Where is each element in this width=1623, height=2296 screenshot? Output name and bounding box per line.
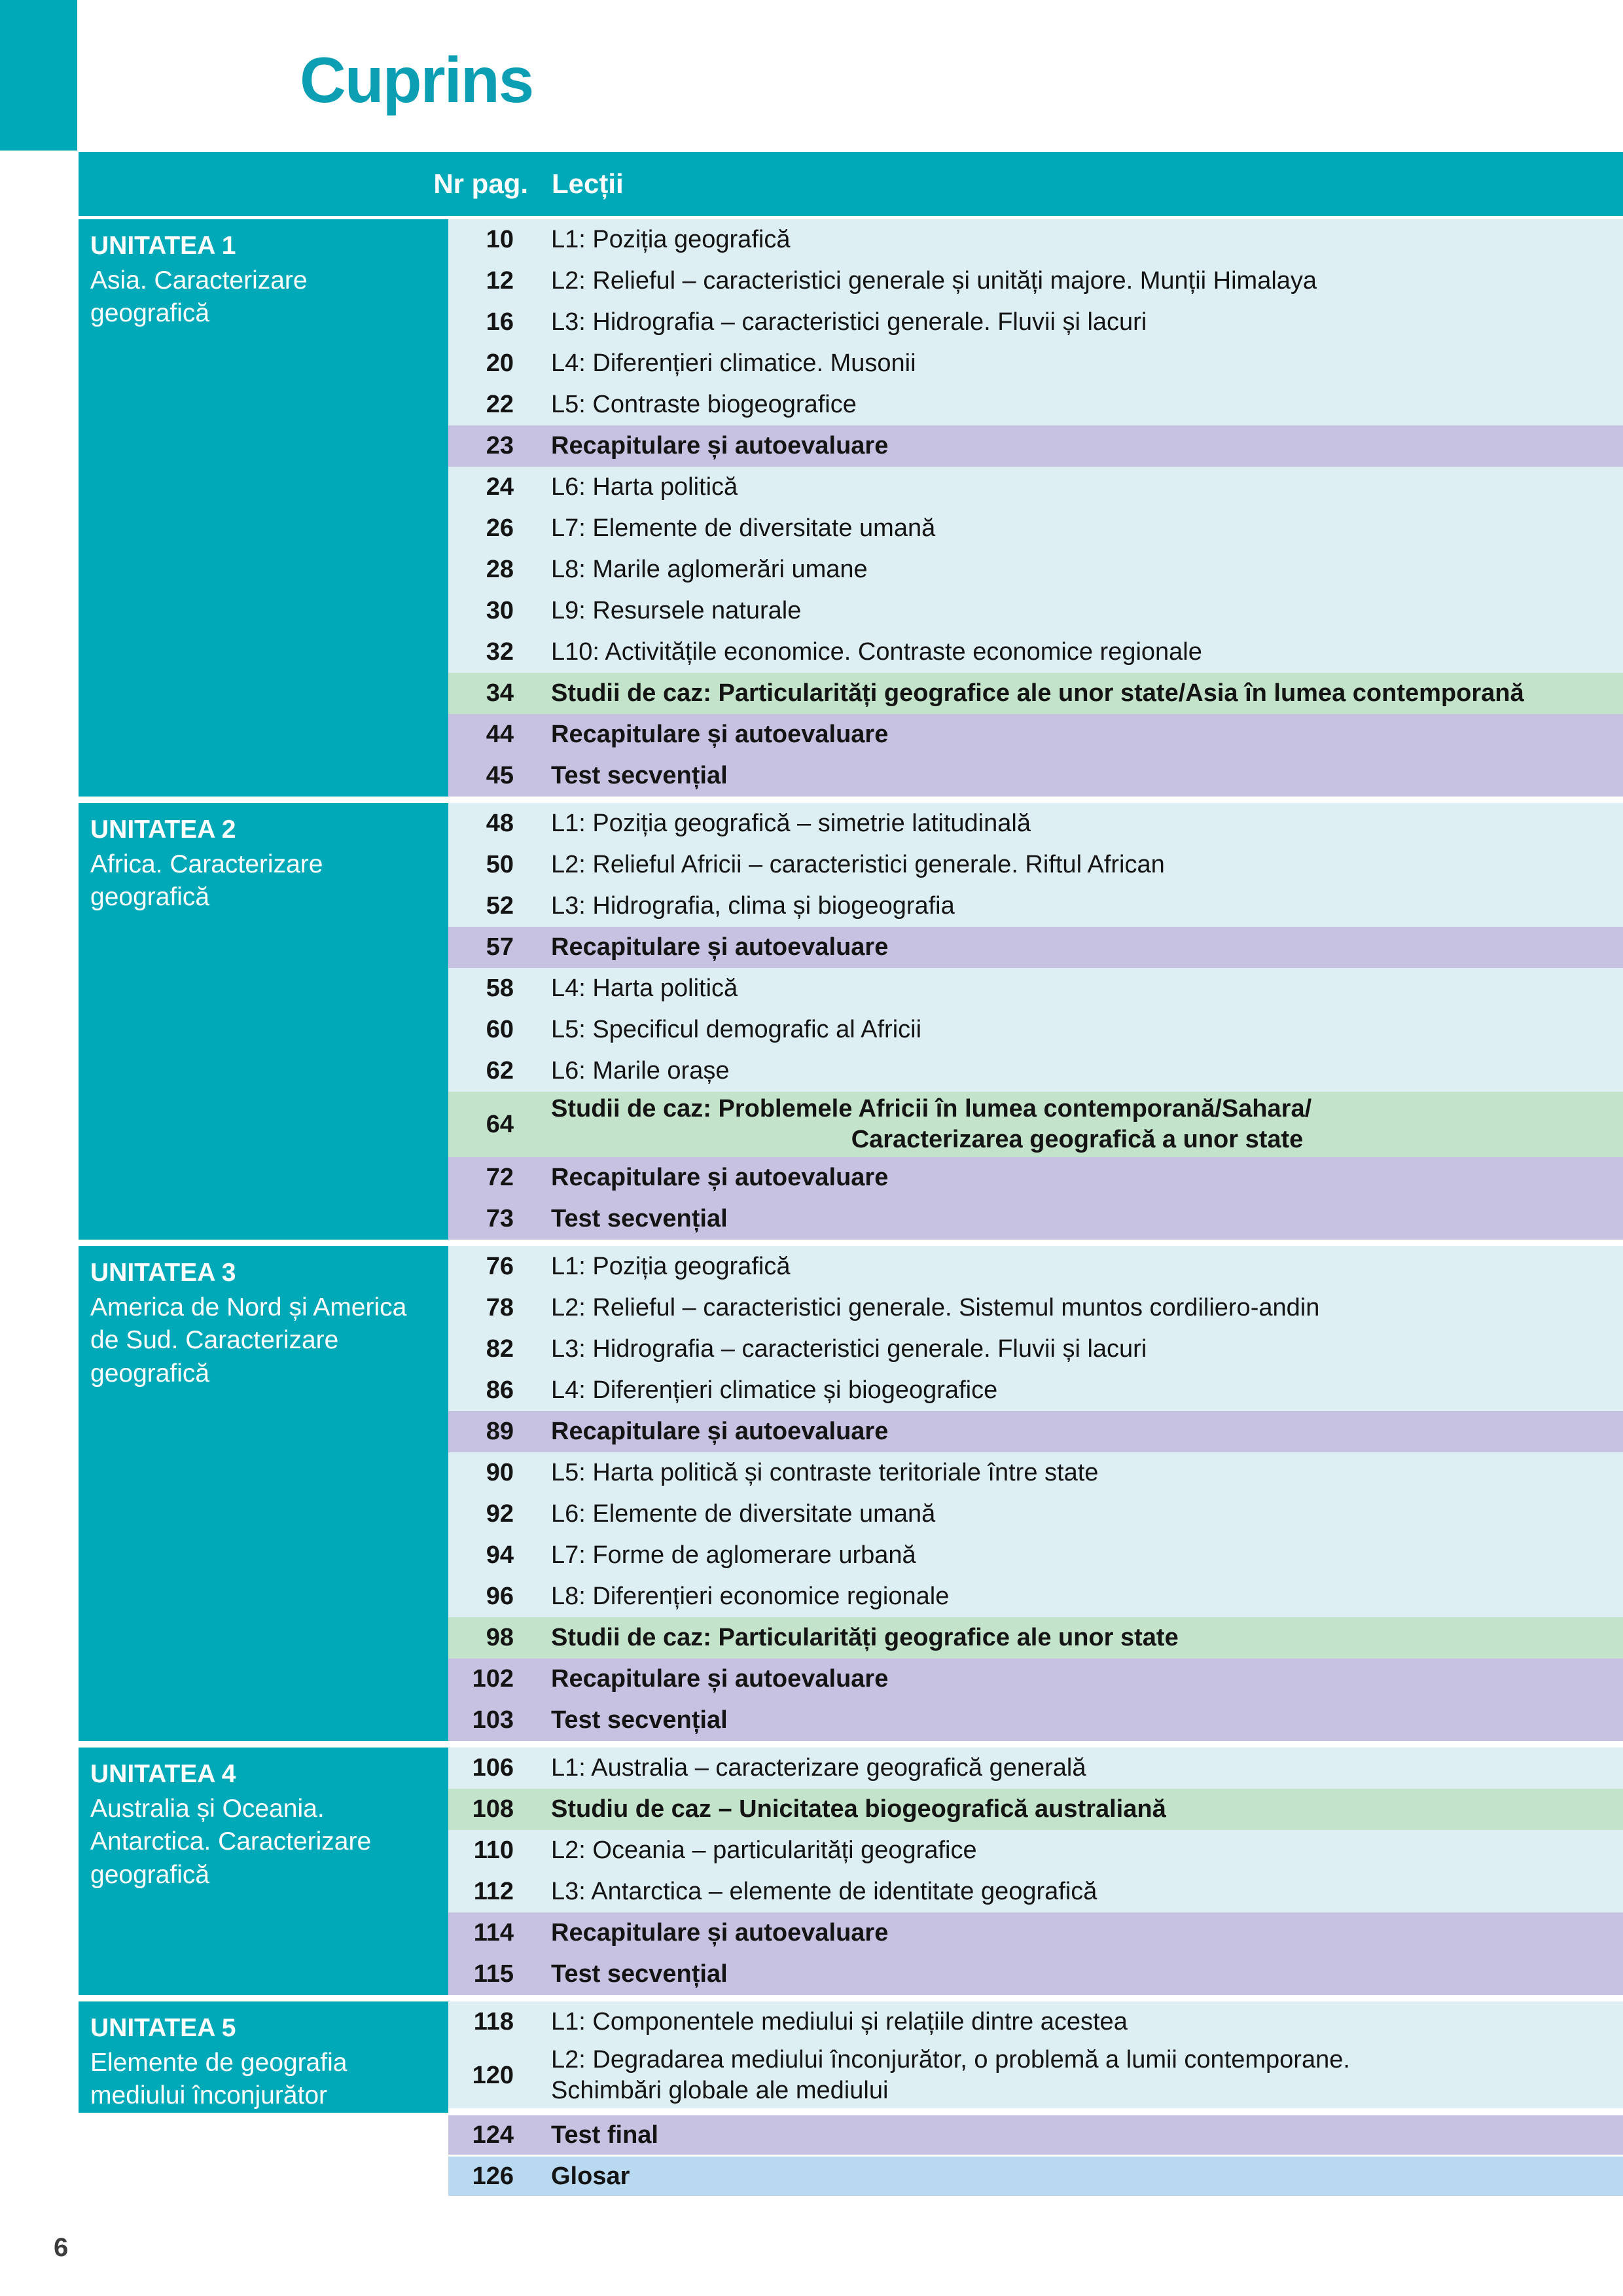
- page-number: 72: [486, 1164, 514, 1191]
- toc-row: [448, 844, 1623, 886]
- lesson-title-line: L1: Australia – caracterizare geografică generală: [551, 1754, 1086, 1782]
- lesson-title-line: L3: Hidrografia – caracteristici generale. Fluvii și lacuri: [551, 1335, 1147, 1363]
- unit-subtitle: America de Nord și America de Sud. Caracterizare geografică: [90, 1293, 407, 1388]
- lesson-title: [551, 224, 1623, 255]
- toc-row: [448, 2157, 1623, 2196]
- toc-row: [448, 1789, 1623, 1830]
- unit-label: [79, 1748, 448, 1995]
- page-number: 22: [486, 391, 514, 418]
- lesson-title: [551, 1664, 1623, 1695]
- lesson-title: [551, 1705, 1623, 1736]
- toc-row: [448, 1748, 1623, 1789]
- lesson-title: [551, 1794, 1623, 1825]
- lesson-title: [551, 2045, 1623, 2106]
- toc-row: [448, 803, 1623, 844]
- lesson-title-line: L2: Relieful – caracteristici generale. Sistemul muntos cordiliero-andin: [551, 1294, 1320, 1321]
- toc-row: [448, 302, 1623, 343]
- page-number: 78: [486, 1294, 514, 1321]
- unit-label: [79, 219, 448, 797]
- toc-row: [448, 968, 1623, 1009]
- lesson-title-line: Recapitulare și autoevaluare: [551, 1919, 889, 1946]
- unit-subtitle: Australia și Oceania. Antarctica. Caracterizare geografică: [90, 1794, 372, 1890]
- unit-label: [79, 1246, 448, 1741]
- page-number: 20: [486, 350, 514, 377]
- lesson-title-line: Schimbări globale ale mediului: [551, 2077, 889, 2104]
- page-number: 48: [486, 810, 514, 837]
- page-number: 106: [472, 1754, 514, 1782]
- page-number: 58: [486, 975, 514, 1002]
- lesson-title: [551, 1334, 1623, 1365]
- page-number: 110: [473, 1837, 514, 1864]
- lesson-title-line: Studiu de caz – Unicitatea biogeografică australiană: [551, 1795, 1166, 1823]
- unit-section: [79, 803, 1623, 1240]
- page-footer-number: 6: [54, 2233, 69, 2262]
- lesson-title: [551, 1416, 1623, 1447]
- lesson-title: [551, 431, 1623, 461]
- page-number: 108: [472, 1795, 514, 1823]
- unit-section: [79, 219, 1623, 797]
- lesson-title: [551, 1162, 1623, 1193]
- page-number: 32: [486, 638, 514, 666]
- lesson-title-line: L1: Poziția geografică: [551, 226, 791, 253]
- toc-row: [448, 755, 1623, 797]
- col-header-pages: Nr pag.: [433, 168, 528, 199]
- lesson-title: [551, 307, 1623, 338]
- lesson-title-line: Glosar: [551, 2162, 630, 2190]
- toc-row: [448, 1157, 1623, 1198]
- page-title: Cuprins: [300, 44, 533, 116]
- toc-row: [448, 2043, 1623, 2108]
- unit-subtitle: Elemente de geografia mediului înconjurător: [90, 2048, 348, 2110]
- lesson-title-line: Test secvențial: [551, 1960, 728, 1988]
- lesson-title: [551, 472, 1623, 503]
- toc-row: [448, 1329, 1623, 1370]
- unit-section: [79, 1748, 1623, 1995]
- page-number: 52: [486, 892, 514, 920]
- toc-row: [448, 2115, 1623, 2155]
- lesson-title-line: L1: Poziția geografică – simetrie latitudinală: [551, 810, 1031, 837]
- toc-row: [448, 260, 1623, 302]
- lesson-title-line: L6: Harta politică: [551, 473, 738, 501]
- top-left-accent: [0, 0, 77, 151]
- lesson-title-line: L4: Harta politică: [551, 975, 738, 1002]
- page-number: 57: [486, 933, 514, 961]
- lesson-title: [551, 1094, 1623, 1155]
- lesson-title: [551, 850, 1623, 880]
- page-number: 82: [486, 1335, 514, 1363]
- lesson-title-line: Test final: [551, 2121, 658, 2149]
- toc-row: [448, 1912, 1623, 1954]
- page-number: 92: [486, 1500, 514, 1528]
- page-number: 126: [472, 2162, 514, 2190]
- toc-row: [448, 1411, 1623, 1452]
- lesson-title: [551, 266, 1623, 296]
- page-number: 118: [473, 2008, 514, 2036]
- lesson-title-line: L3: Hidrografia, clima și biogeografia: [551, 892, 955, 920]
- toc-row: [448, 1494, 1623, 1535]
- lesson-title: [551, 1753, 1623, 1784]
- toc-row: [448, 384, 1623, 425]
- lesson-title-line: Recapitulare și autoevaluare: [551, 933, 889, 961]
- page-number: 12: [486, 267, 514, 295]
- toc-row: [448, 2001, 1623, 2043]
- lesson-title-line: Test secvențial: [551, 1706, 728, 1734]
- page-number: 76: [486, 1253, 514, 1280]
- lesson-title: [551, 2161, 1623, 2192]
- lesson-title: [551, 1293, 1623, 1323]
- toc-row: [448, 467, 1623, 508]
- lesson-title-line: L8: Marile aglomerări umane: [551, 556, 868, 583]
- unit-subtitle: Africa. Caracterizare geografică: [90, 850, 323, 912]
- lesson-title: [551, 1014, 1623, 1045]
- lesson-title-line: Recapitulare și autoevaluare: [551, 432, 889, 459]
- unit-title: UNITATEA 2: [90, 816, 236, 844]
- unit-title: UNITATEA 3: [90, 1259, 236, 1287]
- lesson-title-line: L7: Forme de aglomerare urbană: [551, 1541, 916, 1569]
- lesson-title-line: L10: Activitățile economice. Contraste economice regionale: [551, 638, 1202, 666]
- lesson-title: [551, 1835, 1623, 1866]
- lesson-title-line: L5: Harta politică și contraste teritoriale între state: [551, 1459, 1099, 1486]
- lesson-title: [551, 1458, 1623, 1488]
- lesson-title: [551, 1876, 1623, 1907]
- lesson-title-line: L1: Poziția geografică: [551, 1253, 791, 1280]
- lesson-title: [551, 1623, 1623, 1653]
- page-number: 124: [472, 2121, 514, 2149]
- lesson-title: [551, 1251, 1623, 1282]
- page-number: 34: [486, 679, 514, 707]
- toc-row: [448, 1050, 1623, 1092]
- toc-row: [448, 1659, 1623, 1700]
- lesson-title-line: Test secvențial: [551, 1205, 728, 1232]
- page-number: 114: [473, 1919, 514, 1946]
- lesson-title-line: Studii de caz: Particularități geografice ale unor state: [551, 1624, 1179, 1651]
- lesson-title-line: L2: Degradarea mediului înconjurător, o problemă a lumii contemporane.: [551, 2046, 1350, 2073]
- toc-row: [448, 886, 1623, 927]
- lesson-title-line: L3: Hidrografia – caracteristici generale. Fluvii și lacuri: [551, 308, 1147, 336]
- lesson-title-line: L9: Resursele naturale: [551, 597, 802, 624]
- lesson-title-line: Studii de caz: Problemele Africii în lumea contemporană/Sahara/: [551, 1095, 1312, 1122]
- page-number: 112: [473, 1878, 514, 1905]
- lesson-title: [551, 973, 1623, 1004]
- lesson-title-line: L2: Relieful – caracteristici generale și unități majore. Munții Himalaya: [551, 267, 1317, 295]
- toc-row: [448, 219, 1623, 260]
- lesson-title: [551, 1204, 1623, 1234]
- unit-label: [79, 2001, 448, 2113]
- toc-row: [448, 1452, 1623, 1494]
- page-number: 24: [486, 473, 514, 501]
- toc-row: [448, 1198, 1623, 1240]
- lesson-title: [551, 761, 1623, 791]
- toc-row: [448, 1370, 1623, 1411]
- toc-row: [448, 343, 1623, 384]
- unit-rows: [448, 2001, 1623, 2113]
- page-number: 120: [472, 2061, 514, 2089]
- lesson-title: [551, 637, 1623, 668]
- page-number: 98: [486, 1624, 514, 1651]
- lesson-title: [551, 348, 1623, 379]
- lesson-title-line: L5: Contraste biogeografice: [551, 391, 857, 418]
- toc-row: [448, 1871, 1623, 1912]
- page-number: 89: [486, 1418, 514, 1445]
- lesson-title-line: L2: Oceania – particularități geografice: [551, 1837, 977, 1864]
- lesson-title: [551, 2120, 1623, 2151]
- toc-row: [448, 1092, 1623, 1157]
- lesson-title: [551, 596, 1623, 626]
- table-header: [79, 152, 1623, 216]
- page-number: 86: [486, 1376, 514, 1404]
- page-number: 30: [486, 597, 514, 624]
- unit-subtitle: Asia. Caracterizare geografică: [90, 266, 308, 328]
- lesson-title: [551, 1581, 1623, 1612]
- page-number: 96: [486, 1583, 514, 1610]
- toc-row: [448, 714, 1623, 755]
- toc-row: [448, 590, 1623, 632]
- lesson-title: [551, 1540, 1623, 1571]
- toc-row: [448, 508, 1623, 549]
- page-number: 26: [486, 514, 514, 542]
- lesson-title: [551, 1959, 1623, 1990]
- lesson-title-line: Studii de caz: Particularități geografice ale unor state/Asia în lumea contemporană: [551, 679, 1524, 707]
- page-number: 62: [486, 1057, 514, 1085]
- lesson-title-line: Recapitulare și autoevaluare: [551, 1665, 889, 1693]
- toc-row: [448, 1954, 1623, 1995]
- page-number: 90: [486, 1459, 514, 1486]
- page-number: 10: [486, 226, 514, 253]
- lesson-title: [551, 389, 1623, 420]
- page-number: 103: [472, 1706, 514, 1734]
- unit-title: UNITATEA 5: [90, 2014, 236, 2042]
- lesson-title-line: L4: Diferențieri climatice și biogeografice: [551, 1376, 998, 1404]
- toc-row: [448, 1246, 1623, 1287]
- unit-title: UNITATEA 4: [90, 1760, 236, 1788]
- lesson-title: [551, 1499, 1623, 1530]
- toc-row: [448, 1287, 1623, 1329]
- lesson-title-line: Recapitulare și autoevaluare: [551, 1418, 889, 1445]
- lesson-title-line: L7: Elemente de diversitate umană: [551, 514, 936, 542]
- lesson-title-line: L6: Marile orașe: [551, 1057, 730, 1085]
- lesson-title: [551, 719, 1623, 750]
- lesson-title: [551, 891, 1623, 922]
- page-number: 73: [486, 1205, 514, 1232]
- lesson-title-line: Test secvențial: [551, 762, 728, 789]
- lesson-title: [551, 554, 1623, 585]
- toc-row: [448, 549, 1623, 590]
- page-number: 44: [486, 721, 514, 748]
- lesson-title-line: L6: Elemente de diversitate umană: [551, 1500, 936, 1528]
- final-rows: [448, 2115, 1623, 2196]
- page-number: 64: [486, 1110, 514, 1138]
- page-number: 115: [473, 1960, 514, 1988]
- lesson-title-line: Recapitulare și autoevaluare: [551, 721, 889, 748]
- toc-row: [448, 1830, 1623, 1871]
- toc-row: [448, 1700, 1623, 1741]
- lesson-title: [551, 678, 1623, 709]
- toc-row: [448, 927, 1623, 968]
- lesson-title: [551, 513, 1623, 544]
- lesson-title: [551, 932, 1623, 963]
- page-number: 23: [486, 432, 514, 459]
- lesson-title-line: L2: Relieful Africii – caracteristici generale. Riftul African: [551, 851, 1165, 878]
- page-number: 102: [472, 1665, 514, 1693]
- unit-rows: [448, 1748, 1623, 1995]
- toc-row: [448, 632, 1623, 673]
- lesson-title: [551, 1918, 1623, 1948]
- toc-row: [448, 425, 1623, 467]
- unit-rows: [448, 803, 1623, 1240]
- toc-row: [448, 673, 1623, 714]
- page-number: 50: [486, 851, 514, 878]
- col-header-lessons: Lecții: [552, 168, 624, 199]
- toc-body: [79, 219, 1623, 2198]
- page-number: 60: [486, 1016, 514, 1043]
- lesson-title-line: L5: Specificul demografic al Africii: [551, 1016, 922, 1043]
- lesson-title-line: L8: Diferențieri economice regionale: [551, 1583, 950, 1610]
- lesson-title: [551, 1056, 1623, 1086]
- unit-title: UNITATEA 1: [90, 232, 236, 260]
- page-number: 16: [486, 308, 514, 336]
- lesson-title-line: L4: Diferențieri climatice. Musonii: [551, 350, 916, 377]
- unit-rows: [448, 1246, 1623, 1741]
- lesson-title: [551, 1375, 1623, 1406]
- lesson-title-line: Recapitulare și autoevaluare: [551, 1164, 889, 1191]
- toc-row: [448, 1009, 1623, 1050]
- unit-section: [79, 2001, 1623, 2113]
- lesson-title: [551, 2007, 1623, 2037]
- toc-row: [448, 1576, 1623, 1617]
- unit-label: [79, 803, 448, 1240]
- lesson-title-line: Caracterizarea geografică a unor state: [851, 1126, 1304, 1153]
- lesson-title-line: L3: Antarctica – elemente de identitate geografică: [551, 1878, 1097, 1905]
- unit-section: [79, 1246, 1623, 1741]
- lesson-title: [551, 808, 1623, 839]
- lesson-title-line: L1: Componentele mediului și relațiile dintre acestea: [551, 2008, 1128, 2036]
- toc-row: [448, 1617, 1623, 1659]
- unit-rows: [448, 219, 1623, 797]
- page-number: 28: [486, 556, 514, 583]
- page-number: 45: [486, 762, 514, 789]
- page-number: 94: [486, 1541, 514, 1569]
- toc-row: [448, 1535, 1623, 1576]
